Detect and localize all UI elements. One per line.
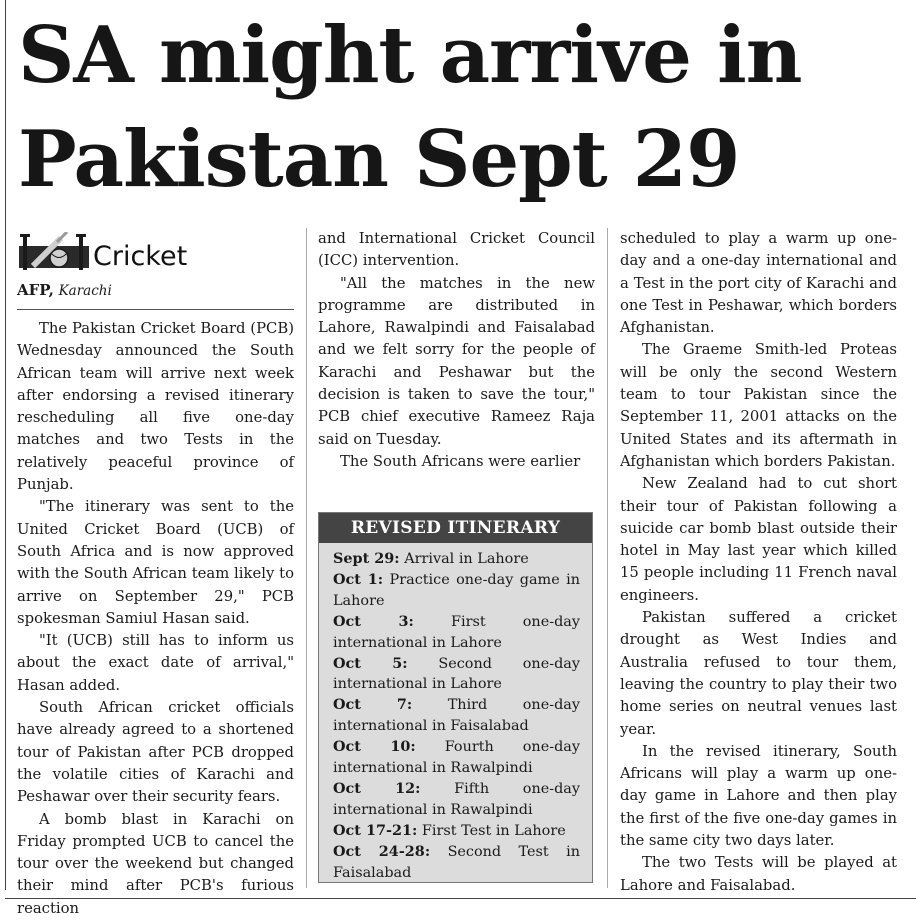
itinerary-event: Practice one-day game in Lahore	[333, 571, 581, 609]
itinerary-date: Oct 24-28:	[333, 842, 431, 860]
itinerary-event: Second Test in Faisalabad	[333, 843, 581, 881]
paragraph: In the revised itinerary, South Africans will play a warm up one-day game in Lahore and then play the first of the five one-day games in the same city two days later.	[620, 742, 897, 850]
itinerary-date: Oct 5:	[333, 654, 408, 672]
column-divider	[306, 228, 307, 888]
itinerary-list	[319, 543, 592, 884]
itinerary-event: Fourth one-day international in Rawalpindi	[333, 739, 581, 777]
itinerary-event: Second one-day international in Lahore	[333, 655, 580, 693]
itinerary-item	[333, 570, 580, 612]
byline-rule	[17, 309, 294, 310]
article-column-2	[318, 228, 595, 473]
paragraph: The Graeme Smith-led Proteas will be only the second Western team to tour Pakistan since the September 11, 2001 attacks on the United States and its aftermath in Afghanistan which borders Pakistan.	[620, 341, 897, 470]
paragraph: scheduled to play a warm up one-day and a one-day international and a Test in the port city of Karachi and one Test in Peshawar, which borders Afghanistan.	[620, 230, 897, 337]
bottom-border-rule	[5, 898, 916, 899]
itinerary-item	[333, 737, 580, 779]
itinerary-event: Third one-day international in Faisalabad	[333, 697, 580, 735]
paragraph: "It (UCB) still has to inform us about the exact date of arrival," Hasan added.	[17, 632, 294, 694]
itinerary-event: First one-day international in Lahore	[333, 613, 580, 651]
itinerary-date: Sept 29:	[333, 550, 400, 567]
itinerary-item	[333, 612, 580, 654]
paragraph: The two Tests will be played at Lahore and Faisalabad.	[620, 854, 897, 894]
paragraph: The South Africans were earlier	[340, 452, 581, 470]
paragraph: and International Cricket Council (ICC) intervention.	[318, 230, 595, 270]
byline-agency: AFP,	[17, 281, 54, 299]
left-border-rule	[5, 0, 6, 890]
itinerary-date: Oct 7:	[333, 696, 413, 714]
itinerary-event: First Test in Lahore	[421, 822, 566, 839]
itinerary-item	[333, 779, 580, 821]
itinerary-item	[333, 654, 580, 696]
paragraph: "All the matches in the new programme are distributed in Lahore, Rawalpindi and Faisalabad and we felt sorry for the people of Karachi and Peshawar but the decision is taken to save the tour," PCB chief executive Rameez Raja said on Tuesday.	[318, 274, 595, 448]
paragraph: New Zealand had to cut short their tour of Pakistan following a suicide car bomb blast outside their hotel in May last year which killed 15 people including 11 French naval engineers.	[620, 475, 897, 604]
itinerary-date: Oct 12:	[333, 779, 421, 797]
paragraph: A bomb blast in Karachi on Friday prompted UCB to cancel the tour over the weekend but changed their mind after PCB's furious reaction	[17, 810, 294, 917]
byline	[17, 278, 294, 303]
paragraph: South African cricket officials have already agreed to a shortened tour of Pakistan after PCB dropped the volatile cities of Karachi and Peshawar over their security fears.	[17, 699, 294, 806]
itinerary-date: Oct 10:	[333, 738, 416, 756]
column-divider	[607, 228, 608, 888]
headline: SA might arrive in Pakistan Sept 29	[18, 10, 802, 205]
paragraph: "The itinerary was sent to the United Cricket Board (UCB) of South Africa and is now approved with the South African team likely to arrive on September 29," PCB spokesman Samiul Hasan said.	[17, 498, 294, 627]
itinerary-event: Arrival in Lahore	[404, 551, 529, 567]
section-label: Cricket	[93, 241, 188, 272]
itinerary-title: REVISED ITINERARY	[319, 513, 592, 543]
itinerary-item	[333, 549, 580, 570]
itinerary-date: Oct 3:	[333, 612, 414, 630]
itinerary-date: Oct 17-21:	[333, 821, 418, 839]
itinerary-box	[318, 512, 593, 883]
itinerary-event: Fifth one-day international in Rawalpindi	[333, 780, 581, 818]
itinerary-item	[333, 821, 580, 842]
itinerary-item	[333, 842, 580, 884]
article-column-3	[620, 228, 897, 897]
paragraph: Pakistan suffered a cricket drought as West Indies and Australia refused to tour them, leaving the country to play their two home series on neutral venues last year.	[620, 609, 897, 738]
byline-city: Karachi	[58, 283, 112, 299]
itinerary-date: Oct 1:	[333, 570, 384, 588]
itinerary-item	[333, 695, 580, 737]
article-column-1	[17, 228, 294, 920]
cricket-bat-ball-icon	[17, 232, 91, 272]
section-tag	[17, 228, 294, 272]
paragraph: The Pakistan Cricket Board (PCB) Wednesday announced the South African team will arrive next week after endorsing a revised itinerary rescheduling all five one-day matches and two Tests in the relatively peaceful province of Punjab.	[17, 320, 294, 494]
